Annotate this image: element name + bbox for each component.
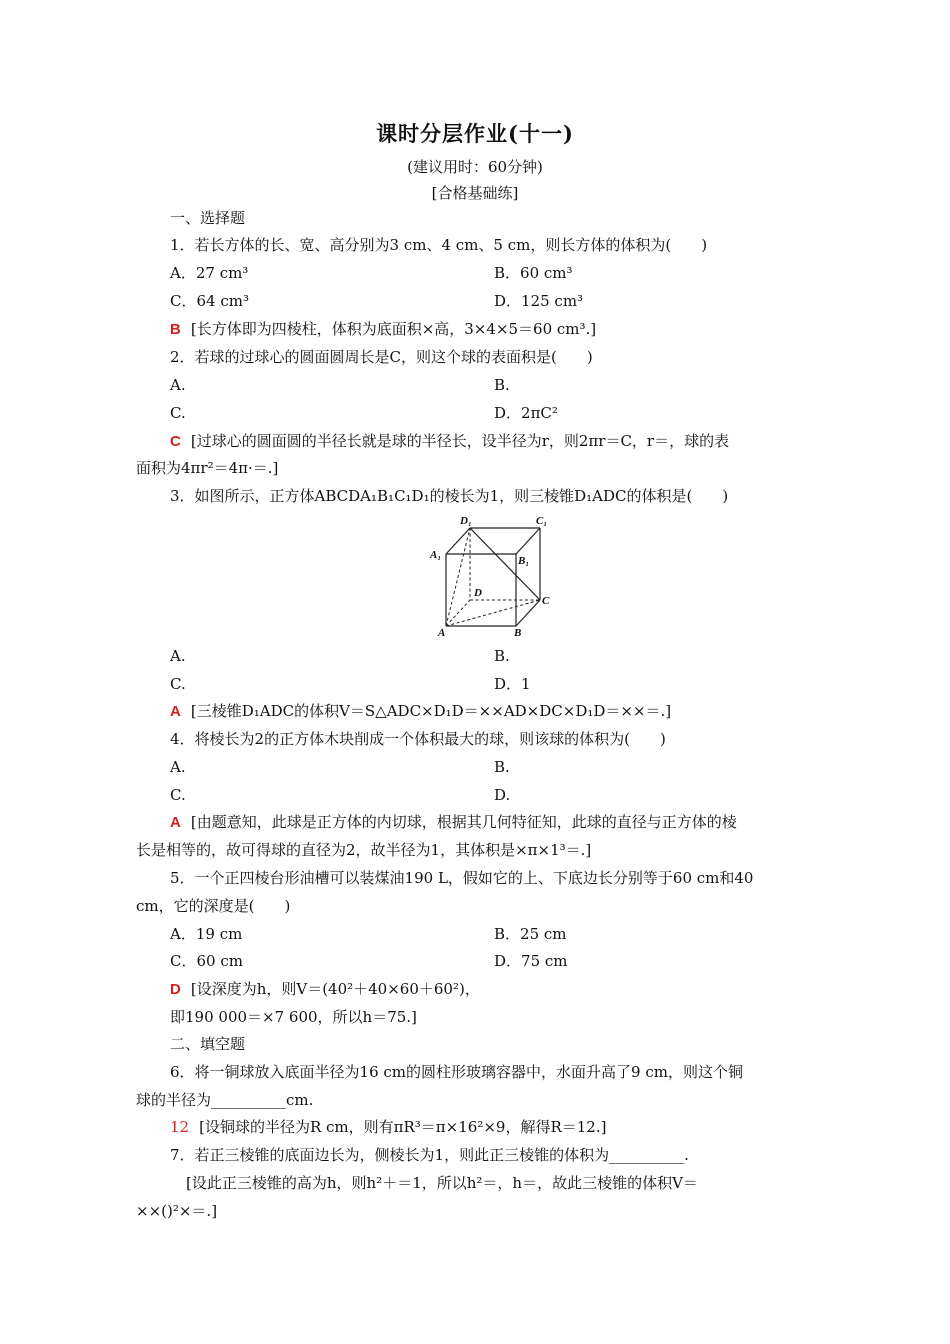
label-d: D <box>474 587 482 599</box>
edge-a-d1-hidden <box>446 528 470 626</box>
edge-b-c <box>516 600 540 626</box>
q3-option-a: A. <box>170 647 186 665</box>
label-c: C <box>542 595 550 607</box>
q4-explanation-line1: [由题意知，此球是正方体的内切球，根据其几何特征知，此球的直径与正方体的棱 <box>190 813 737 831</box>
q4-option-b: B. <box>494 758 510 776</box>
q1-option-d: D．125 cm³ <box>494 292 584 310</box>
label-b1: B₁ <box>518 555 530 567</box>
q1-answer: B <box>170 321 181 338</box>
q4-explanation-line2: 长是相等的，故可得球的直径为2，故半径为1，其体积是×π×1³＝.] <box>136 841 592 859</box>
q5-option-b: B．25 cm <box>494 925 567 943</box>
q4-option-c: C. <box>170 786 186 804</box>
q5-option-c: C．60 cm <box>170 952 243 970</box>
q4-answer: A <box>170 814 181 831</box>
q4-solution <box>170 812 737 833</box>
q5-stem-line1: 5．一个正四棱台形油槽可以装煤油190 L，假如它的上、下底边长分别等于60 cm和40 <box>170 869 754 887</box>
q5-stem-line2: cm，它的深度是( ) <box>136 897 291 915</box>
edge-b1-c1 <box>516 528 540 554</box>
q3-explanation: [三棱锥D₁ADC的体积V＝S△ADC×D₁D＝××AD×DC×D₁D＝××＝.] <box>190 702 672 720</box>
q6-answer: 12 <box>170 1118 190 1136</box>
q2-option-a: A. <box>170 376 186 394</box>
q4-stem: 4．将棱长为2的正方体木块削成一个体积最大的球，则该球的体积为( ) <box>170 730 666 748</box>
q6-stem-line2: 球的半径为__________cm. <box>136 1091 314 1109</box>
q2-answer: C <box>170 433 181 450</box>
q5-explanation-line1: [设深度为h，则V＝(40²＋40×60＋60²)， <box>190 980 480 998</box>
q3-option-d: D．1 <box>494 675 531 693</box>
q6-stem-line1: 6．将一铜球放入底面半径为16 cm的圆柱形玻璃容器中，水面升高了9 cm，则这个铜 <box>170 1063 743 1081</box>
label-d1: D₁ <box>460 515 472 527</box>
q3-option-c: C. <box>170 675 186 693</box>
q4-option-a: A. <box>170 758 186 776</box>
cube-figure <box>428 514 558 638</box>
q5-answer: D <box>170 981 181 998</box>
page-title: 课时分层作业(十一) <box>376 121 574 146</box>
q3-solution <box>170 701 671 722</box>
q7-stem: 7．若正三棱锥的底面边长为，侧棱长为1，则此正三棱锥的体积为__________. <box>170 1146 689 1164</box>
q6-explanation: [设铜球的半径为R cm，则有πR³＝π×16²×9，解得R＝12.] <box>199 1118 607 1136</box>
label-c1: C₁ <box>536 515 548 527</box>
q5-option-d: D．75 cm <box>494 952 568 970</box>
q2-explanation-line2: 面积为4πr²＝4π·＝.] <box>136 459 279 477</box>
q4-option-d: D. <box>494 786 511 804</box>
label-a: A <box>438 627 446 638</box>
q1-explanation: [长方体即为四棱柱，体积为底面积×高，3×4×5＝60 cm³.] <box>190 320 597 338</box>
level-label: [合格基础练] <box>431 184 519 202</box>
q2-explanation-line1: [过球心的圆面圆的半径长就是球的半径长，设半径为r，则2πr＝C，r＝，球的表 <box>190 432 730 450</box>
q5-solution <box>170 979 480 1000</box>
q7-explanation-line1: [设此正三棱锥的高为h，则h²＋＝1，所以h²＝，h＝，故此三棱锥的体积V＝ <box>186 1174 698 1192</box>
section-heading-fill: 二、填空题 <box>170 1035 246 1053</box>
q2-option-c: C. <box>170 404 186 422</box>
q2-option-d: D．2πC² <box>494 404 558 422</box>
q1-stem: 1．若长方体的长、宽、高分别为3 cm、4 cm、5 cm，则长方体的体积为( ) <box>170 236 708 254</box>
q1-solution <box>170 319 596 340</box>
q1-option-a: A．27 cm³ <box>170 264 249 282</box>
q7-explanation-line2: ××()²×＝.] <box>136 1202 218 1220</box>
q1-option-b: B．60 cm³ <box>494 264 573 282</box>
q5-explanation-line2: 即190 000＝×7 600，所以h＝75.] <box>170 1008 417 1026</box>
label-a1: A₁ <box>430 549 442 561</box>
edge-a-c-hidden <box>446 600 540 626</box>
q2-stem: 2．若球的过球心的圆面圆周长是C，则这个球的表面积是( ) <box>170 348 593 366</box>
q1-option-c: C．64 cm³ <box>170 292 249 310</box>
q3-option-b: B. <box>494 647 510 665</box>
q6-solution <box>170 1117 606 1137</box>
q3-answer: A <box>170 703 181 720</box>
time-hint: (建议用时：60分钟) <box>407 158 543 176</box>
q3-stem: 3．如图所示，正方体ABCDA₁B₁C₁D₁的棱长为1，则三棱锥D₁ADC的体积是( ) <box>170 487 729 505</box>
section-heading-choice: 一、选择题 <box>170 209 246 227</box>
q2-solution <box>170 431 729 452</box>
edge-a1-d1 <box>446 528 470 554</box>
label-b: B <box>514 627 522 638</box>
q5-option-a: A．19 cm <box>170 925 243 943</box>
q2-option-b: B. <box>494 376 510 394</box>
